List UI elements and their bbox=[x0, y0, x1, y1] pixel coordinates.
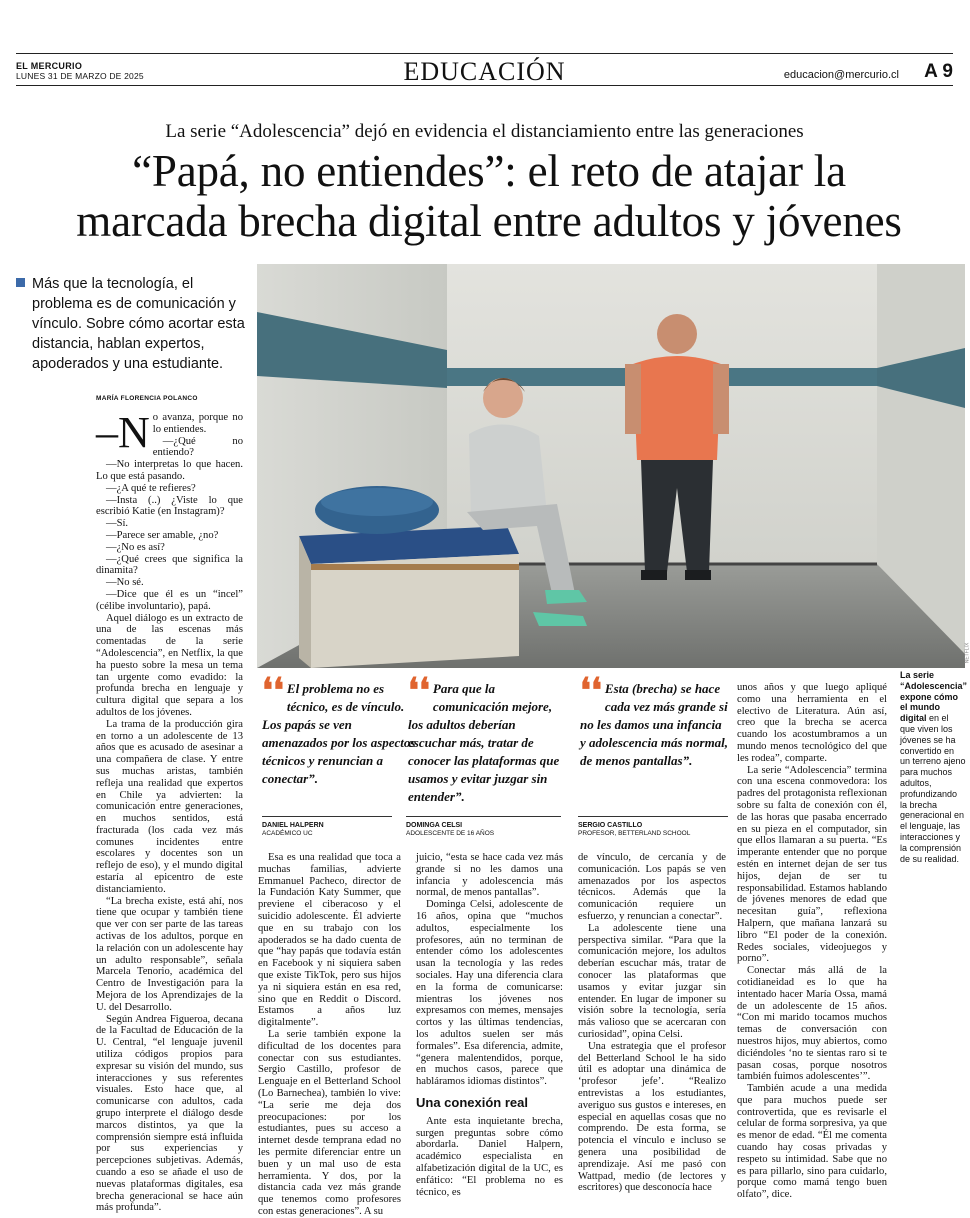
dialogue-line: —Sí. bbox=[106, 518, 129, 530]
dialogue-line: —¿Qué no entiendo? bbox=[152, 435, 243, 459]
column-1-opening: –N o avanza, porque no lo entiendes. bbox=[96, 408, 243, 457]
headline-line-1: “Papá, no entiendes”: el reto de atajar la bbox=[132, 146, 846, 196]
dialogue-line: —¿A qué te refieres? bbox=[106, 482, 196, 494]
header-top-rule bbox=[16, 53, 953, 54]
pull-quote-text: El problema no es técnico, es de vínculo. Los papás se ven amenazados por los aspectos técnicos y renuncian a conectar”. bbox=[262, 681, 416, 786]
body-paragraph: Conectar más allá de la cotidianeidad es lo que ha intentado hacer María Ossa, mamá de un adolescente de 15 años. “Con mi marido tocamos muchos temas de conversación con nuestros hijos, muy abiertos, como diciéndoles ‘no te sientas raro si te pasan cosas, porque nosotros también fuimos adolescentes’”. bbox=[737, 965, 887, 1083]
photo-caption bbox=[900, 670, 966, 864]
column-5 bbox=[737, 682, 887, 1201]
quote-author-role: ACADÉMICO UC bbox=[262, 830, 313, 837]
dialogue-line: —¿No es así? bbox=[106, 541, 165, 553]
quote-mark-icon: ❛❛ bbox=[262, 673, 284, 710]
quote-rule bbox=[578, 816, 728, 817]
body-paragraph: Según Andrea Figueroa, decana de la Facultad de Educación de la U. Central, “el lenguaje juvenil utiliza códigos propios para expresar su visión del mundo, sus interacciones y sus referentes visuales. Esto hace que, al comunicarse con adultos, cada grupo interprete el diálogo desde marcos distintos, ya que la comprensión siempre está influida por sus experiencias y percepciones subjetivas. Además, cuando a eso se añade el uso de nuevas plataformas digitales, esa brecha generacional se hace aún más profunda”. bbox=[96, 1013, 243, 1214]
body-paragraph: de vínculo, de cercanía y de comunicación. Los papás se ven amenazados por los aspectos técnicos. Además que la comunicación requiere un esfuerzo, y renuncian a conectar”. bbox=[578, 852, 726, 922]
headline-line-2: marcada brecha digital entre adultos y jóvenes bbox=[76, 196, 902, 246]
body-paragraph: Dominga Celsi, adolescente de 16 años, opina que “muchos adultos, especialmente los profesores, aún no terminan de entender cómo los adolescentes usan la tecnología y las redes sociales. Hay una diferencia clara en la forma de comunicarse: mientras los jóvenes nos expresamos con memes, mensajes cortos y las últimas tendencias, los adultos suelen ser más formales”. Esa diferencia, admite, “genera malentendidos, porque, en muchos casos, parece que habláramos idiomas distintos”. bbox=[416, 899, 563, 1088]
dialogue-line: —¿Qué crees que significa la dinamita? bbox=[96, 553, 243, 577]
section-title: EDUCACIÓN bbox=[403, 57, 566, 86]
newspaper-name: EL MERCURIO bbox=[16, 61, 83, 71]
dialogue-line: —Insta (..) ¿Viste lo que escribió Katie (en Instagram)? bbox=[96, 494, 243, 518]
pull-quote-text: Esta (brecha) se hace cada vez más grande si no les damos una infancia y adolescencia más normal, de menos pantallas”. bbox=[580, 681, 729, 768]
quote-mark-icon: ❛❛ bbox=[580, 673, 602, 710]
pull-quote-castillo bbox=[580, 673, 730, 770]
quote-author: DANIEL HALPERN bbox=[262, 822, 324, 829]
byline: MARÍA FLORENCIA POLANCO bbox=[96, 395, 198, 402]
body-paragraph: “La brecha existe, está ahí, nos tiene que ocupar y también tiene que ver con ser parte de las tareas activas de los adultos, porque en la relación con un adolescente hay un adulto responsable”, señala Marcela Tenorio, académica del Centro de Investigación para la Mejora de los Aprendizajes de la U. del Desarrollo. bbox=[96, 895, 243, 1013]
dialogue-line: —Dice que él es un “incel” (célibe involuntario), papá. bbox=[96, 588, 243, 612]
column-4 bbox=[578, 852, 726, 1194]
pull-quote-text: Para que la comunicación mejore, los adultos deberían escuchar más, tratar de conocer las plataformas que usamos y evitar juzgar sin entender”. bbox=[408, 681, 560, 804]
column-3 bbox=[416, 852, 563, 1198]
body-paragraph: La trama de la producción gira en torno a un adolescente de 13 años que es acusado de asesinar a una compañera de clase. Y entre sus muchas aristas, también refleja una realidad que expertos en Chile ya advierten: la comunicación entre generaciones, en muchos sentidos, está fracturada (los cada vez más comunes incidentes entre escolares y docentes son un reflejo de eso), y el mundo digital estaría al epicentro de este distanciamiento. bbox=[96, 718, 243, 895]
body-paragraph: La serie también expone la dificultad de los docentes para conectar con sus estudiantes. Sergio Castillo, profesor de Lenguaje en el Betterland School (Lo Barnechea), también lo vive: “La serie me deja dos preocupaciones: por los estudiantes, pues su acceso a internet desde temprana edad no les permite diferenciar entre un buen y un mal uso de esta herramienta. Y dos, por la distancia cada vez más grande que tenemos como profesores con estas generaciones”. A su bbox=[258, 1028, 401, 1217]
dialogue-line: —No interpretas lo que hacen. Lo que está pasando. bbox=[96, 459, 243, 482]
dialogue-line: —Parece ser amable, ¿no? bbox=[106, 529, 219, 541]
pull-quote-halpern bbox=[262, 673, 417, 788]
page-number: A 9 bbox=[924, 61, 953, 82]
quote-author: DOMINGA CELSI bbox=[406, 822, 463, 829]
quote-author-role: ADOLESCENTE DE 16 AÑOS bbox=[406, 830, 495, 837]
quote-mark-icon: ❛❛ bbox=[408, 673, 430, 710]
quote-author-role: PROFESOR, BETTERLAND SCHOOL bbox=[578, 830, 691, 837]
photo-illustration bbox=[257, 264, 965, 668]
body-paragraph: Aquel diálogo es un extracto de una de las escenas más comentadas de la serie “Adolescencia”, en Netflix, la que ha puesto sobre la mesa un tema tan urgente como evadido: la profunda brecha en lenguaje y cultura digital que separa a los adultos de los jóvenes. bbox=[96, 612, 243, 718]
body-paragraph: La adolescente tiene una perspectiva similar. “Para que la comunicación mejore, los adultos deberían escuchar más, tratar de conocer las plataformas que usamos y evitar juzgar sin entender. En lugar de imponer su visión sobre la tecnología, sería más valioso que se acercaran con curiosidad”, opina Celsi. bbox=[578, 922, 726, 1040]
body-paragraph: La serie “Adolescencia” termina con una escena conmovedora: los padres del protagonista reflexionan sobre su falta de conexión con él, de las horas que pasaba encerrado en su pieza en el computador, sin que ellos llamaran a su puerta. “Es imperante entender que no porque estén en internet dejan de ser tus hijos, dejan de ser tu responsabilidad. Estamos hablando de jóvenes menores de edad que necesitan guía”, reflexiona Halpern, que mañana lanzará su libro “El poder de la conexión. Redes sociales, videojuegos y porno”. bbox=[737, 764, 887, 965]
body-paragraph: Una estrategia que el profesor del Betterland School le ha sido útil es adoptar una dinámica de ‘profesor jefe’. “Realizo entrevistas a los estudiantes, averiguo sus gustos e intereses, en especial en aquellas cosas que no comprendo. De esta forma, se potencia el vínculo e incluso se genera una posibilidad de aprendizaje. Así me pasó con Wattpad, medio (de lectores y escritores) que desconocía hace bbox=[578, 1040, 726, 1194]
headline bbox=[14, 146, 964, 246]
dropcap: –N bbox=[96, 408, 150, 457]
body-paragraph: Ante esta inquietante brecha, surgen preguntas sobre cómo abordarla. Daniel Halpern, académico especialista en alfabetización digital de la UC, es enfático: “El problema no es técnico, es bbox=[416, 1115, 563, 1198]
photo-credit: NETFLIX bbox=[964, 642, 970, 664]
quote-author: SERGIO CASTILLO bbox=[578, 822, 643, 829]
caption-lead: La serie “Adolescencia” expone cómo el mundo digital bbox=[900, 670, 968, 724]
dialogue-line: —No sé. bbox=[106, 577, 144, 589]
quote-rule bbox=[406, 816, 561, 817]
quote-rule bbox=[262, 816, 392, 817]
body-paragraph: También acude a una medida que para muchos puede ser controvertida, que es revisarle el celular de forma sorpresiva, ya que es menor de edad. “Él me comenta cuando hay cosas privadas y respeto su intimidad. Sabe que no es para pillarlo, sino para cuidarlo, porque como mamá tengo buen olfato”, dice. bbox=[737, 1083, 887, 1201]
column-2 bbox=[258, 852, 401, 1217]
body-paragraph: Esa es una realidad que toca a muchas familias, advierte Emmanuel Pacheco, director de la Fundación Katy Summer, que previene el ciberacoso y el suicidio adolescente. Él advierte que en su trabajo con los apoderados se ha dado cuenta de que “hay papás que todavía están en Facebook y ni siquiera saben que existe TikTok, pero sus hijos ya ni siquiera están en esa red, sino que en Reddit o Discord. Estamos a años luz digitalmente”. bbox=[258, 852, 401, 1029]
kicker: La serie “Adolescencia” dejó en evidencia el distanciamiento entre las generaciones bbox=[165, 121, 804, 142]
pull-quote-celsi bbox=[408, 673, 563, 806]
edition-date: LUNES 31 DE MARZO DE 2025 bbox=[16, 71, 144, 81]
lede: Más que la tecnología, el problema es de comunicación y vínculo. Sobre cómo acortar esta distancia, hablan expertos, apoderados y una estudiante. bbox=[32, 276, 245, 372]
column-1 bbox=[96, 408, 243, 1214]
caption-text: en el que viven los jóvenes se ha convertido en un terreno ajeno para muchos adultos, profundizando la brecha generacional en el lenguaje, las interacciones y la comprensión de su realidad. bbox=[900, 713, 966, 864]
body-paragraph: juicio, “esta se hace cada vez más grande si no les damos una infancia y adolescencia más normal, de menos pantallas”. bbox=[416, 852, 563, 899]
body-paragraph: unos años y que luego apliqué como una herramienta en el electivo de Literatura. Aún así, creo que la brecha se acerca cuando los acostumbramos a un mundo menos tecnológico del que les rodea”, comparte. bbox=[737, 682, 887, 764]
article-photo bbox=[257, 264, 965, 668]
subheading: Una conexión real bbox=[416, 1094, 528, 1110]
section-email: educacion@mercurio.cl bbox=[783, 69, 899, 81]
